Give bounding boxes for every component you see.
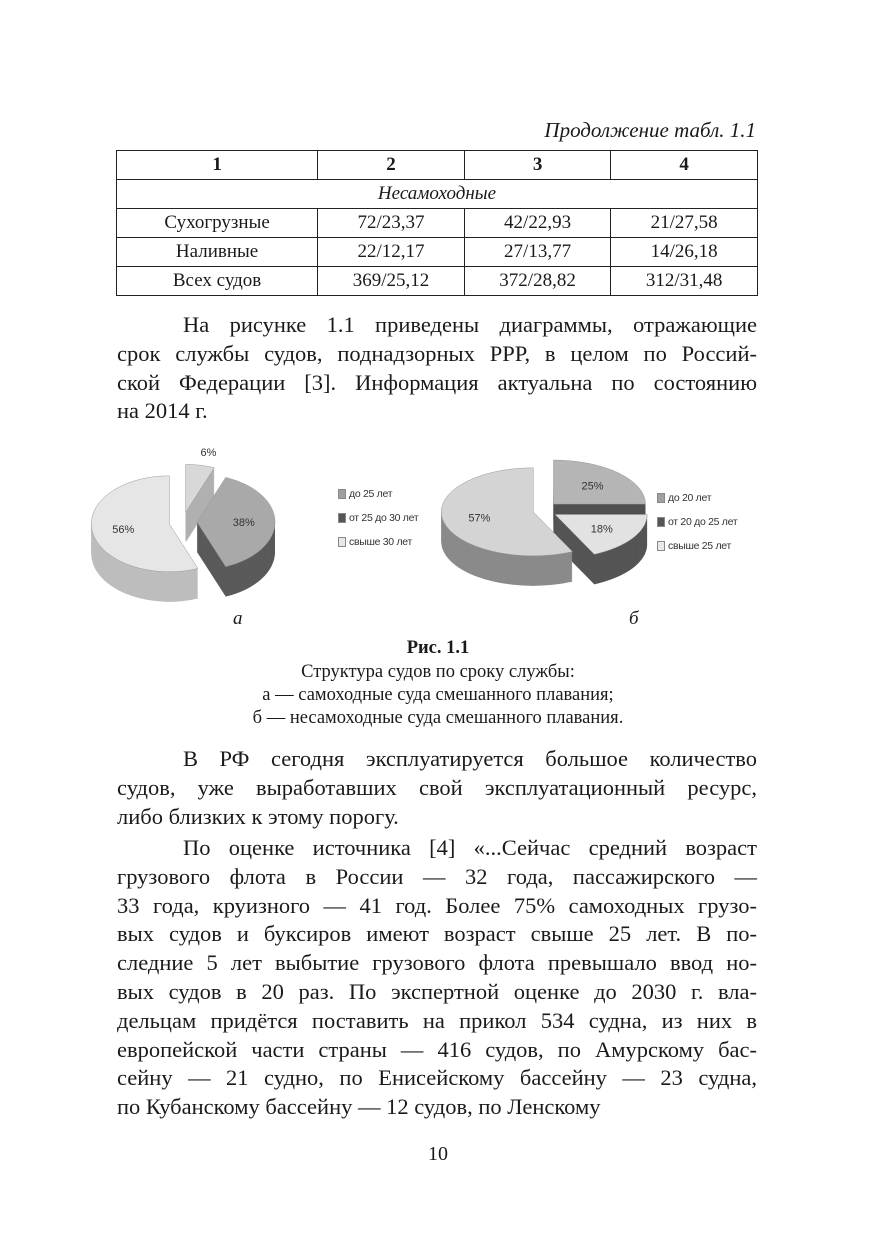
legend-swatch: [657, 517, 665, 527]
figure-label-a: а: [233, 608, 243, 629]
pie-data-label: 25%: [581, 480, 604, 493]
header-cell: 1: [117, 151, 318, 180]
legend-a: [338, 482, 418, 554]
text-line: В РФ сегодня эксплуатируется большое количество: [183, 746, 757, 771]
header-cell: 4: [611, 151, 758, 180]
legend-label: свыше 30 лет: [349, 536, 412, 548]
page-number: 10: [428, 1143, 448, 1165]
cell: 14/26,18: [611, 238, 758, 267]
legend-label: от 20 до 25 лет: [668, 516, 738, 528]
cell: Сухогрузные: [117, 209, 318, 238]
text-line: на 2014 г.: [117, 398, 208, 424]
text-line: судов, уже выработавших свой эксплуатационный ресурс,: [117, 774, 757, 800]
legend-item: [338, 482, 418, 506]
text-line: вых судов в 20 раз. По экспертной оценке до 2030 г. вла-: [117, 978, 757, 1004]
cell: 22/12,17: [318, 238, 465, 267]
cell: 21/27,58: [611, 209, 758, 238]
pie-data-label: 38%: [232, 517, 255, 529]
text-line: грузового флота в России — 32 года, пассажирского —: [117, 863, 757, 889]
text-line: вых судов и буксиров имеют возраст свыше 25 лет. В по-: [117, 921, 757, 947]
paragraph: [117, 834, 757, 1122]
text-line: дельцам придётся поставить на прикол 534 судна, из них в: [117, 1007, 757, 1033]
header-cell: 3: [464, 151, 611, 180]
legend-swatch: [338, 489, 346, 499]
legend-b: [657, 486, 737, 558]
figure-caption-line: Структура судов по сроку службы:: [301, 662, 575, 682]
text-line: следние 5 лет выбытие грузового флота превышало ввод но-: [117, 950, 757, 976]
header-cell: 2: [318, 151, 465, 180]
pie-data-label: 57%: [468, 512, 491, 525]
section-cell: Несамоходные: [117, 180, 758, 209]
legend-item: [338, 530, 418, 554]
figure-caption-line: б — несамоходные суда смешанного плавания.: [252, 708, 624, 728]
legend-item: [657, 510, 737, 534]
legend-swatch: [657, 493, 665, 503]
paragraph: [117, 745, 757, 831]
legend-swatch: [338, 537, 346, 547]
cell: 312/31,48: [611, 267, 758, 296]
text-line: На рисунке 1.1 приведены диаграммы, отражающие: [183, 312, 757, 337]
cell: Всех судов: [117, 267, 318, 296]
legend-item: [338, 506, 418, 530]
legend-label: свыше 25 лет: [668, 540, 731, 552]
text-line: европейской части страны — 416 судов, по Амурскому бас-: [117, 1036, 757, 1062]
pie-data-label: 18%: [590, 523, 613, 536]
cell: 27/13,77: [464, 238, 611, 267]
legend-swatch: [338, 513, 346, 523]
cell: Наливные: [117, 238, 318, 267]
text-line: ской Федерации [3]. Информация актуальна по состоянию: [117, 369, 757, 395]
cell: 369/25,12: [318, 267, 465, 296]
text-line: По оценке источника [4] «...Сейчас средний возраст: [183, 835, 757, 860]
cell: 42/22,93: [464, 209, 611, 238]
figure-label-b: б: [629, 608, 639, 629]
legend-label: до 25 лет: [349, 488, 393, 500]
text-line: либо близких к этому порогу.: [117, 803, 399, 829]
legend-item: [657, 534, 737, 558]
legend-label: от 25 до 30 лет: [349, 512, 419, 524]
legend-label: до 20 лет: [668, 492, 712, 504]
text-line: срок службы судов, поднадзорных РРР, в целом по Россий-: [117, 340, 757, 366]
cell: 72/23,37: [318, 209, 465, 238]
cell: 372/28,82: [464, 267, 611, 296]
figure-caption-line: а — самоходные суда смешанного плавания;: [262, 685, 614, 705]
text-line: сейну — 21 судно, по Енисейскому бассейну — 23 судна,: [117, 1065, 757, 1091]
figure-title: Рис. 1.1: [406, 638, 470, 658]
pie-data-label: 6%: [200, 447, 217, 460]
table-continuation-label: Продолжение табл. 1.1: [544, 118, 756, 142]
text-line: по Кубанскому бассейну — 12 судов, по Ленскому: [117, 1094, 601, 1120]
legend-item: [657, 486, 737, 510]
legend-swatch: [657, 541, 665, 551]
pie-data-label: 56%: [112, 524, 135, 537]
text-line: 33 года, круизного — 41 год. Более 75% самоходных грузо-: [117, 892, 757, 918]
